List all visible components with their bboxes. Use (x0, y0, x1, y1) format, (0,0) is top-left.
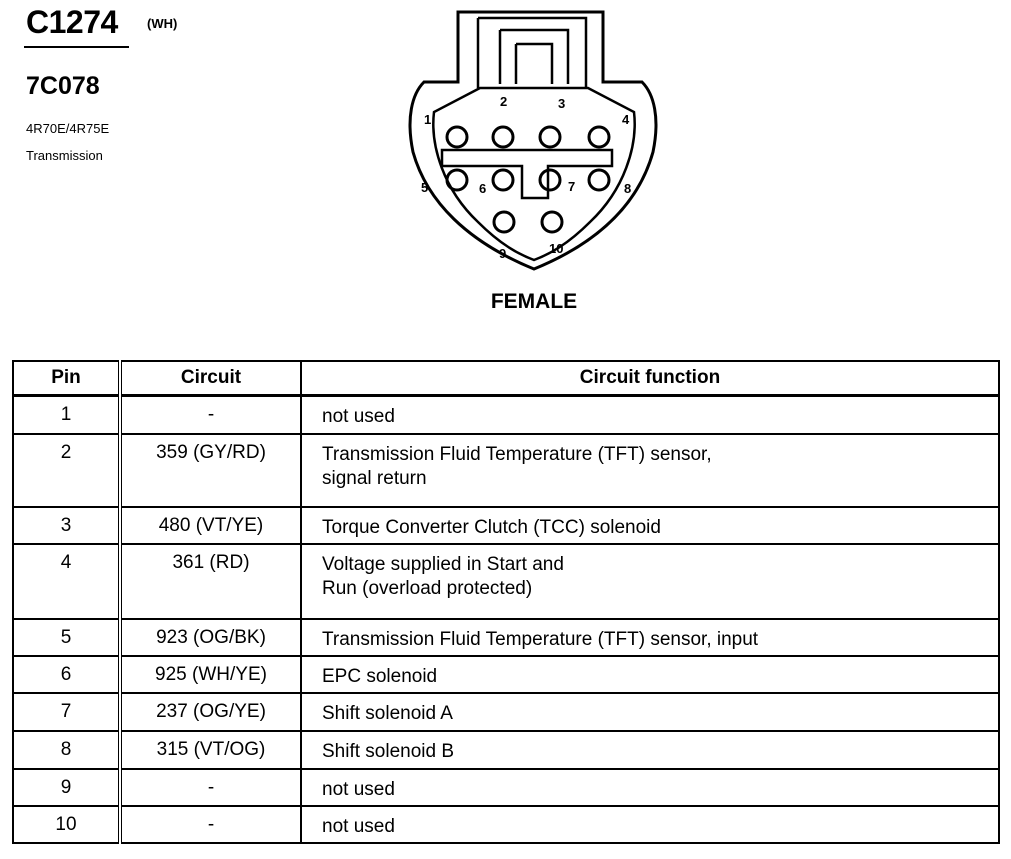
table-row (13, 731, 999, 769)
function-cell (301, 656, 999, 693)
table-row (13, 507, 999, 544)
column-header-function: Circuit function (301, 361, 999, 396)
function-cell (301, 693, 999, 731)
pin-label-7: 7 (568, 179, 576, 194)
function-cell (301, 731, 999, 769)
pin-cell: 10 (13, 806, 120, 843)
table-row (13, 693, 999, 731)
function-line: Run (overload protected) (322, 577, 533, 599)
pin-cavity-10 (542, 212, 562, 232)
function-line: EPC solenoid (322, 665, 438, 687)
function-cell (301, 396, 999, 434)
circuit-cell: 361 (RD) (120, 544, 301, 619)
pin-cavity-1 (447, 127, 467, 147)
connector-gender-label: FEMALE (490, 290, 578, 313)
table-header-row (13, 361, 999, 396)
function-line: Shift solenoid B (322, 740, 455, 762)
function-line: Shift solenoid A (322, 702, 453, 724)
pin-cell: 6 (13, 656, 120, 693)
pin-cavity-6 (493, 170, 513, 190)
circuit-cell: 480 (VT/YE) (120, 507, 301, 544)
circuit-cell: 925 (WH/YE) (120, 656, 301, 693)
pin-cell: 2 (13, 434, 120, 507)
circuit-cell: 315 (VT/OG) (120, 731, 301, 769)
locking-latch (478, 18, 586, 88)
connector-color: (WH) (147, 16, 178, 31)
keying-rib (442, 150, 612, 198)
pin-cavity-7 (540, 170, 560, 190)
column-header-pin: Pin (13, 361, 120, 396)
table-row (13, 656, 999, 693)
system-name: Transmission (26, 148, 103, 163)
pin-cell: 7 (13, 693, 120, 731)
function-cell (301, 619, 999, 656)
function-cell (301, 544, 999, 619)
function-line: signal return (322, 467, 427, 489)
function-line: Transmission Fluid Temperature (TFT) sensor, (322, 443, 712, 465)
table-row (13, 806, 999, 843)
table-row (13, 434, 999, 507)
circuit-cell: 923 (OG/BK) (120, 619, 301, 656)
pin-label-4: 4 (622, 112, 630, 127)
pin-cavity-8 (589, 170, 609, 190)
circuit-cell: - (120, 769, 301, 806)
connector-face-diagram (0, 0, 1011, 300)
pin-cell: 4 (13, 544, 120, 619)
function-line: not used (322, 815, 395, 837)
pin-cell: 3 (13, 507, 120, 544)
connector-id: C1274 (26, 4, 118, 40)
pin-label-2: 2 (500, 94, 508, 109)
pin-label-10: 10 (549, 241, 564, 256)
pin-cavity-5 (447, 170, 467, 190)
pin-cavity-2 (493, 127, 513, 147)
circuit-cell: 359 (GY/RD) (120, 434, 301, 507)
function-line: not used (322, 778, 395, 800)
function-cell (301, 507, 999, 544)
pin-cavity-3 (540, 127, 560, 147)
table-row (13, 769, 999, 806)
pin-cell: 5 (13, 619, 120, 656)
column-header-circuit: Circuit (120, 361, 301, 396)
circuit-cell: - (120, 396, 301, 434)
function-line: not used (322, 406, 395, 427)
circuit-cell: - (120, 806, 301, 843)
function-cell (301, 434, 999, 507)
table-row (13, 544, 999, 619)
pin-label-1: 1 (424, 112, 432, 127)
pin-label-6: 6 (479, 181, 487, 196)
pin-cavity-4 (589, 127, 609, 147)
pin-label-8: 8 (624, 181, 632, 196)
pin-label-5: 5 (421, 180, 429, 195)
pin-cell: 8 (13, 731, 120, 769)
function-cell (301, 806, 999, 843)
table-row (13, 396, 999, 434)
pinout-table (12, 360, 1000, 844)
function-line: Transmission Fluid Temperature (TFT) sensor, input (322, 628, 759, 650)
pin-cavity-9 (494, 212, 514, 232)
pin-label-9: 9 (499, 246, 507, 261)
pin-cell: 1 (13, 396, 120, 434)
function-cell (301, 769, 999, 806)
pin-label-3: 3 (558, 96, 566, 111)
transmission-model: 4R70E/4R75E (26, 121, 110, 136)
function-line: Voltage supplied in Start and (322, 553, 564, 575)
pin-cell: 9 (13, 769, 120, 806)
function-line: Torque Converter Clutch (TCC) solenoid (322, 516, 661, 538)
circuit-cell: 237 (OG/YE) (120, 693, 301, 731)
part-number: 7C078 (26, 72, 100, 100)
table-row (13, 619, 999, 656)
